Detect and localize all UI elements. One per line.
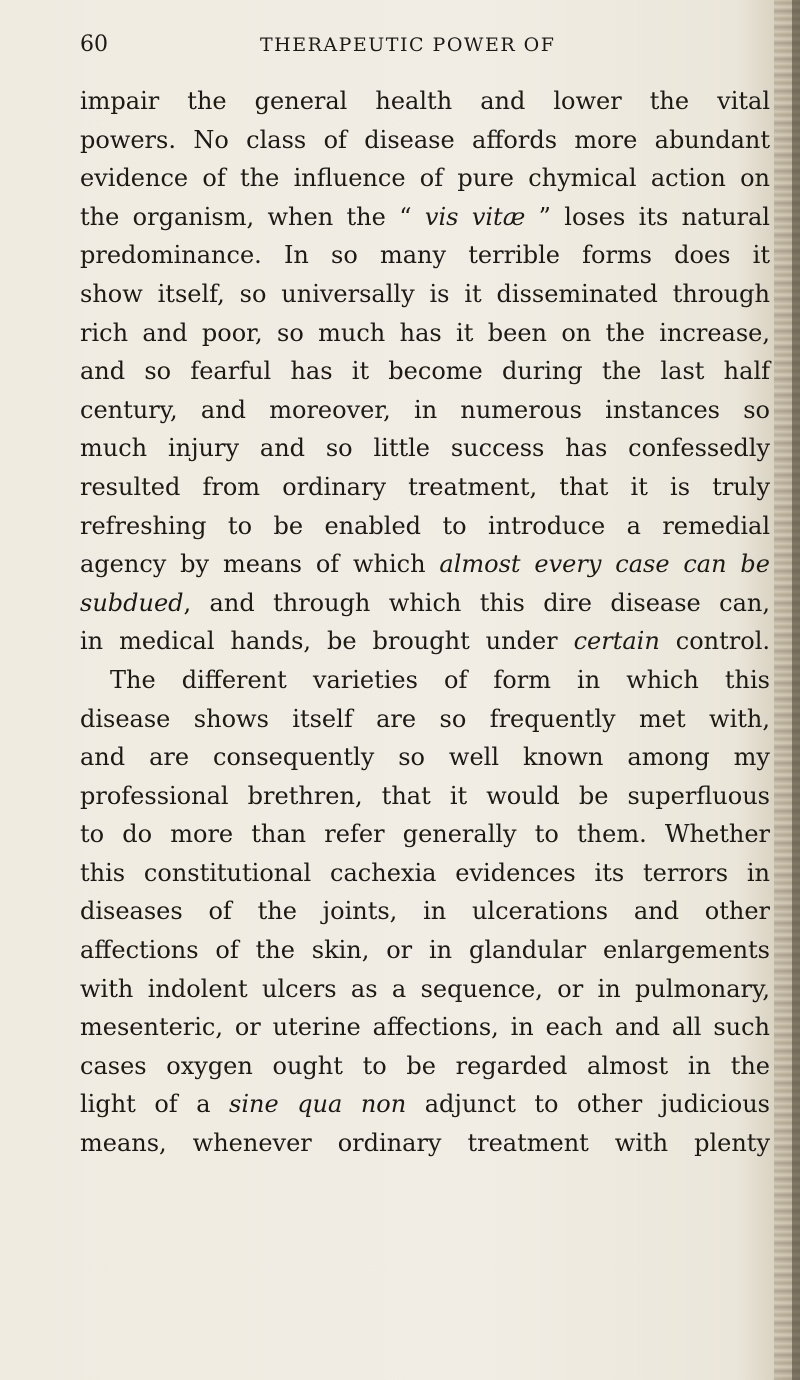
body-text xyxy=(80,82,770,1163)
text-run: century, and moreover, in numerous instances so xyxy=(80,395,770,424)
text-run: and so fearful has it become during the last half xyxy=(80,357,770,386)
text-run: in medical hands, be brought under xyxy=(80,627,574,656)
page-number: 60 xyxy=(80,32,108,57)
text-line xyxy=(80,622,770,661)
text-line xyxy=(80,429,770,468)
text-run: diseases of the joints, in ulcerations and other xyxy=(80,897,770,926)
text-run: show itself, so universally is it disseminated through xyxy=(80,279,770,308)
binding-edge xyxy=(792,0,800,1380)
text-line xyxy=(80,352,770,391)
text-run: mesenteric, or uterine affections, in each and all such xyxy=(80,1013,770,1042)
text-run: impair the general health and lower the vital xyxy=(80,87,770,115)
italic-text: vis vitæ xyxy=(424,202,526,231)
text-line xyxy=(80,159,770,198)
text-line xyxy=(80,584,770,623)
running-head: THERAPEUTIC POWER OF xyxy=(260,34,556,56)
text-line xyxy=(80,236,770,275)
text-line xyxy=(80,854,770,893)
text-run: refreshing to be enabled to introduce a remedial xyxy=(80,511,770,540)
text-run: predominance. In so many terrible forms does it xyxy=(80,241,770,270)
text-line xyxy=(80,815,770,854)
text-run: light of a xyxy=(80,1090,230,1119)
text-run: professional brethren, that it would be superfluous xyxy=(80,781,770,810)
text-run: to do more than refer generally to them. Whether xyxy=(80,820,770,849)
text-run: means, whenever ordinary treatment with plenty xyxy=(80,1129,770,1158)
italic-text: almost every case can be xyxy=(439,550,770,579)
text-line xyxy=(80,661,770,700)
text-line xyxy=(80,468,770,507)
text-run: rich and poor, so much has it been on the increase, xyxy=(80,318,770,347)
text-run: adjunct to other judicious xyxy=(406,1090,770,1119)
text-line xyxy=(80,1047,770,1086)
text-line xyxy=(80,1124,770,1163)
text-run: ” loses its natural xyxy=(525,202,770,231)
text-line xyxy=(80,1008,770,1047)
text-line xyxy=(80,121,770,160)
text-line xyxy=(80,892,770,931)
text-line xyxy=(80,970,770,1009)
text-run: control. xyxy=(659,627,770,656)
italic-text: certain xyxy=(573,627,660,656)
text-run: The different varieties of form in which this xyxy=(110,665,770,694)
text-line xyxy=(80,738,770,777)
italic-text: subdued xyxy=(80,588,184,617)
text-line xyxy=(80,391,770,430)
text-run: much injury and so little success has confessedly xyxy=(80,434,770,463)
text-line xyxy=(80,198,770,237)
text-line xyxy=(80,275,770,314)
text-run: resulted from ordinary treatment, that it is truly xyxy=(80,472,770,501)
text-run: and are consequently so well known among my xyxy=(80,743,770,772)
text-run: with indolent ulcers as a sequence, or in pulmonary, xyxy=(80,974,770,1003)
text-run: , and through which this dire disease can, xyxy=(183,588,770,617)
text-run: evidence of the influence of pure chymical action on xyxy=(80,164,770,193)
page-header xyxy=(80,30,760,60)
text-run: affections of the skin, or in glandular enlargements xyxy=(80,936,770,965)
text-run: disease shows itself are so frequently met with, xyxy=(80,704,770,733)
text-line xyxy=(80,931,770,970)
text-run: powers. No class of disease affords more abundant xyxy=(80,125,770,154)
text-line xyxy=(80,314,770,353)
text-line xyxy=(80,700,770,739)
italic-text: sine qua non xyxy=(229,1090,407,1119)
text-line xyxy=(80,545,770,584)
text-line xyxy=(80,507,770,546)
text-line xyxy=(80,1085,770,1124)
text-run: cases oxygen ought to be regarded almost in the xyxy=(80,1051,770,1080)
text-run: this constitutional cachexia evidences its terrors in xyxy=(80,858,770,887)
text-line xyxy=(80,82,770,121)
text-line xyxy=(80,777,770,816)
text-run: agency by means of which xyxy=(80,550,440,579)
text-run: the organism, when the “ xyxy=(80,202,425,231)
